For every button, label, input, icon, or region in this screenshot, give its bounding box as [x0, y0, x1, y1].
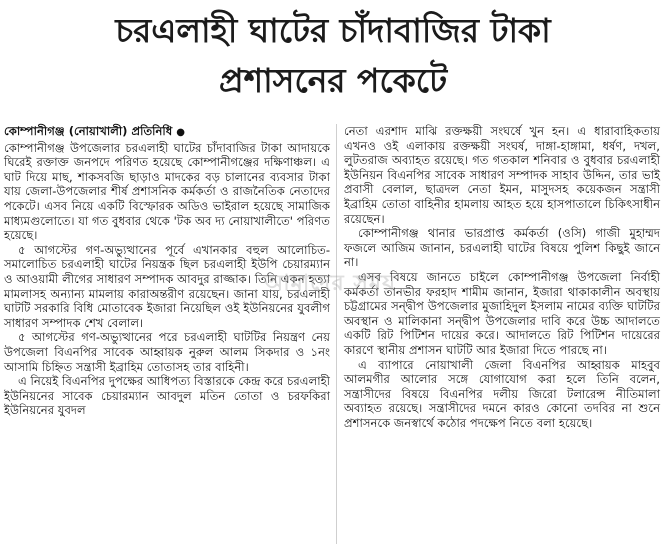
headline-line-2: প্রশাসনের পকেটে	[218, 61, 448, 100]
paragraph: কোম্পানীগঞ্জ উপজেলার চরএলাহী ঘাটের চাঁদাবাজির টাকা আদায়কে ঘিরেই রক্তাক্ত জনপদে পরিণত হয়েছে কোম্পানীগঞ্জের দক্ষিণাঞ্চল। এ ঘাট দিয়ে মাছ, শাকসবজি ছাড়াও মাদকের বড় চালানের ব্যবসার টাকা যায় জেলা-উপজেলার শীর্ষ প্রশাসনিক কর্মকর্তা ও রাজনৈতিক নেতাদের পকেটে। এসব নিয়ে একটি বিস্ফোরক অডিও ভাইরাল হয়েছে সামাজিক মাধ্যমগুলোতে। যা গত বুধবার থেকে 'টক অব দ্য নোয়াখালীতে' পরিণত হয়েছে।	[4, 140, 330, 243]
headline-line-1: চরএলাহী ঘাটের চাঁদাবাজির টাকা	[115, 11, 551, 50]
dateline: কোম্পানীগঞ্জ (নোয়াখালী) প্রতিনিধি	[4, 124, 173, 138]
paragraph: এসব বিষয়ে জানতে চাইলে কোম্পানীগঞ্জ উপজেলা নির্বাহী কর্মকর্তা তানভীর ফরহাদ শামীম জানান, ইজারা থাকাকালীন অবস্থায় চট্টগ্রামের সন্দ্বীপ উপজেলার মুজাহিদুল ইসলাম নামের ব্যক্তি ঘাটটির অবস্থান ও মালিকানা সন্দ্বীপ উপজেলার দাবি করে উচ্চ আদালতে একটি রিট পিটিশন দায়ের করে। আদালতে রিট পিটিশন দায়েরের কারণে স্থানীয় প্রশাসন ঘাটটি আর ইজারা দিতে পারছে না।	[344, 269, 660, 357]
paragraph: এ ব্যাপারে নোয়াখালী জেলা বিএনপির আহ্বায়ক মাহবুব আলমগীর আলোর সঙ্গে যোগাযোগ করা হলে তিনি বলেন, সন্ত্রাসীদের বিষয়ে বিএনপির দলীয় জিরো টলারেন্স নীতিমালা অব্যাহত রয়েছে। সন্ত্রাসীদের দমনে কারও কোনো তদবির না শুনে প্রশাসনকে জনস্বার্থে কঠোর পদক্ষেপ নিতে বলা হয়েছে।	[344, 357, 660, 430]
column-divider	[336, 124, 337, 544]
paragraph: নেতা এরশাদ মাঝি রক্তক্ষয়ী সংঘর্ষে খুন হন। এ ধারাবাহিকতায় এখনও ওই এলাকায় রক্তক্ষয়ী সংঘর্ষ, দাঙ্গা-হাঙ্গামা, ধর্ষণ, দখল, লুটতরাজ অব্যাহত রয়েছে। গত গতকাল শনিবার ও বুধবার চরএলাহী ইউনিয়ন বিএনপির সাবেক সাধারণ সম্পাদক সাহাব উদ্দিন, তার ভাই প্রবাসী বেলাল, ছাত্রদল নেতা ইমন, মাসুদসহ কয়েকজন সন্ত্রাসী ইব্রাহিম তোতা বাহিনীর হামলায় আহত হয়ে হাসপাতালে চিকিৎসাধীন রয়েছেন।	[344, 124, 660, 226]
article-right-column	[344, 124, 660, 430]
paragraph: এ নিয়েই বিএনপির দুপক্ষের আধিপত্য বিস্তারকে কেন্দ্র করে চরএলাহী ইউনিয়নের সাবেক চেয়ারম্যান আবদুল মতিন তোতা ও চরফকিরা ইউনিয়নের যুবদল	[4, 374, 330, 418]
paragraph: ৫ আগস্টের গণ-অভ্যুত্থানের পরে চরএলাহী ঘাটটির নিয়ন্ত্রণ নেয় উপজেলা বিএনপির সাবেক আহ্বায়ক নুরুল আলম সিকদার ও ১নং আসামি চিহ্নিত সন্ত্রাসী ইব্রাহিম তোতাসহ তার বাহিনী।	[4, 330, 330, 374]
headline	[0, 6, 666, 106]
article-left-column	[4, 124, 330, 418]
dateline-paragraph	[4, 124, 330, 141]
paragraph: ৫ আগস্টের গণ-অভ্যুত্থানের পূর্বে এখানকার বহুল আলোচিত-সমালোচিত চরএলাহী ঘাটের নিয়ন্ত্রক ছিল চরএলাহী ইউপি চেয়ারম্যান ও আওয়ামী লীগের সাধারণ সম্পাদক আবদুর রাজ্জাক। তিনি একন হত্যা মামলাসহ অন্যান্য মামলায় কারাঅন্তরীণ রয়েছেন। জানা যায়, চরএলাহী ঘাটটি সরকারি বিধি মোতাবেক ইজারা নিয়েছিল ওই ইউনিয়নের যুবলীগ সাধারণ সম্পাদক শেখ বেলাল।	[4, 242, 330, 330]
bullet-icon: ●	[176, 127, 185, 138]
paragraph: কোম্পানীগঞ্জ থানার ভারপ্রাপ্ত কর্মকর্তা (ওসি) গাজী মুহাম্মদ ফজলে আজিম জানান, চরএলাহী ঘাটের বিষয়ে পুলিশ কিছুই জানে না।	[344, 226, 660, 270]
watermark-logo: আমাদের সময়	[263, 271, 397, 296]
